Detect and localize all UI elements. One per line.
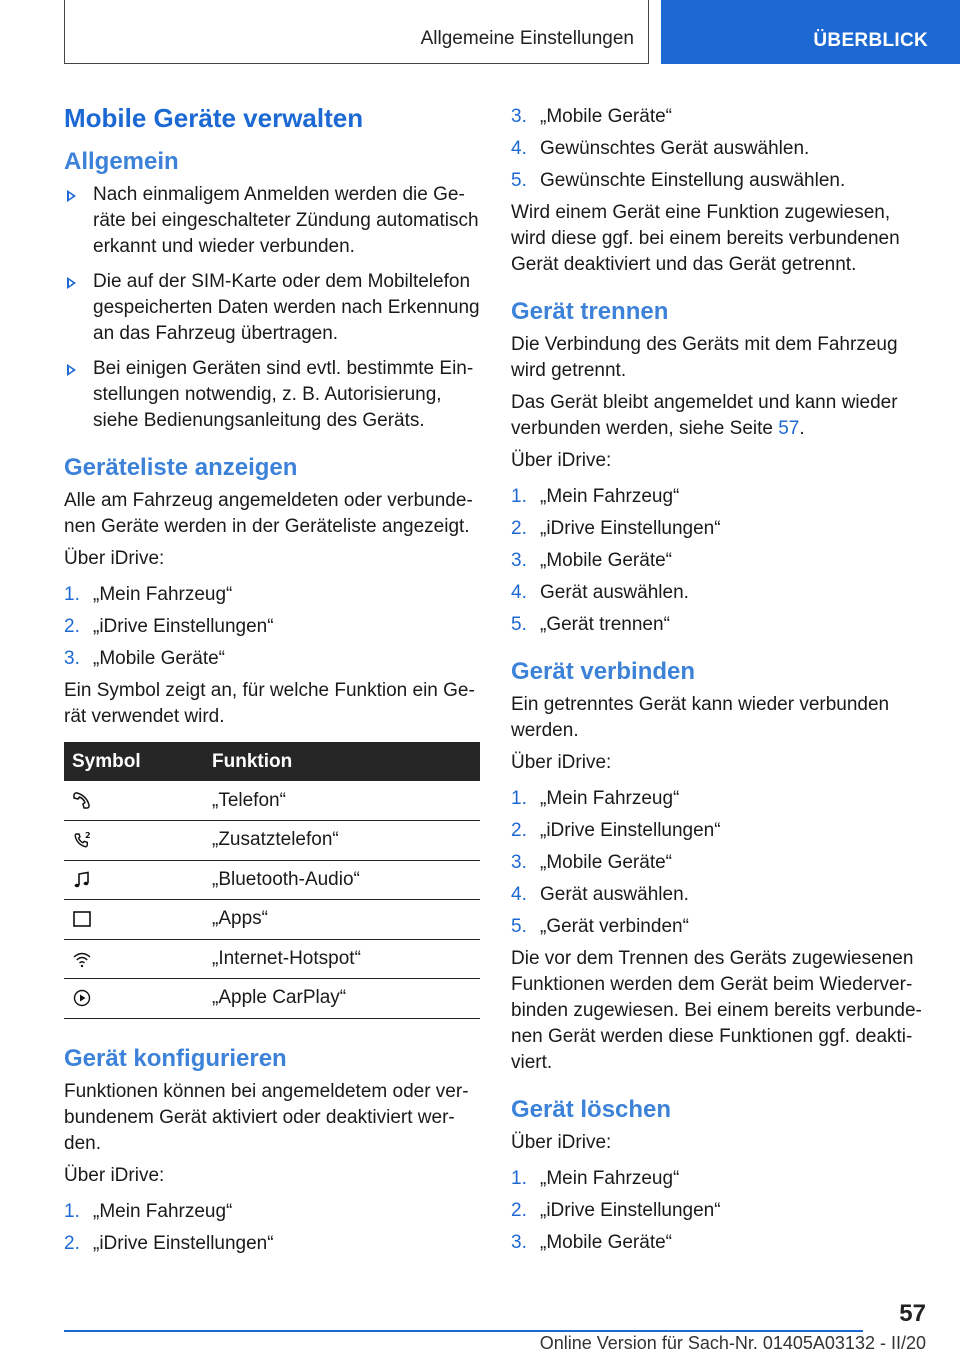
heading-verbinden: Gerät verbinden <box>511 658 696 685</box>
footer-version-text: Online Version für Sach-Nr. 01405A03132 - II/20 <box>539 1333 926 1353</box>
trennen-p1: Die Verbindung des Geräts mit dem Fahrzeug wird getrennt. <box>511 334 898 381</box>
step-item: 3. „Mobile Geräte“ <box>511 106 672 127</box>
table-row: „Telefon“ <box>64 781 480 821</box>
trennen-steps <box>511 484 926 638</box>
heading-konfigurieren: Gerät konfigurieren <box>64 1044 287 1072</box>
step-item: 3. „Mobile Geräte“ <box>511 1232 672 1253</box>
bullet-item: Bei einigen Geräten sind evtl. bestimmte Einstellungen notwendig, z. B. Autorisierung, siehe Bedienungsanleitung des Geräts. <box>64 356 480 434</box>
bullet-item: Die auf der SIM-Karte oder dem Mobiltelefon gespeicherten Daten werden nach Erkennung an das Fahrzeug übertragen. <box>64 269 480 347</box>
konfig-via: Über iDrive: <box>64 1164 165 1186</box>
trennen-p2: Das Gerät bleibt angemeldet und kann wieder verbunden werden, siehe Seite 57. <box>511 392 898 439</box>
carplay-icon <box>72 988 92 1008</box>
page-ref-link[interactable]: 57 <box>778 418 800 439</box>
konfig-steps-left <box>64 1199 480 1257</box>
step-item: 3. „Mobile Geräte“ <box>511 550 672 571</box>
wifi-icon <box>72 949 92 969</box>
phone-icon <box>72 790 92 810</box>
konfig-steps-right <box>511 104 926 194</box>
header-section-title: Allgemeine Einstellungen <box>420 28 634 49</box>
step-item: 1. „Mein Fahrzeug“ <box>511 788 680 809</box>
footer-divider <box>64 1330 863 1332</box>
verbinden-steps <box>511 786 926 940</box>
allgemein-bullet-list <box>64 182 480 434</box>
page-number: 57 <box>899 1300 926 1327</box>
step-item: 2. „iDrive Einstellungen“ <box>64 1232 274 1254</box>
triangle-bullet-icon <box>67 277 76 289</box>
heading-loeschen: Gerät löschen <box>511 1096 672 1123</box>
verbinden-after: Die vor dem Trennen des Geräts zugewiesenen Funktionen werden dem Gerät beim Wiederverbinden zugewiesen. Bei einem bereits verbundenen Gerät werden diese Funktionen ggf. deaktiviert. <box>511 948 922 1073</box>
step-item: 3. „Mobile Geräte“ <box>511 852 672 873</box>
bullet-item: Nach einmaligem Anmelden werden die Geräte bei eingeschalteter Zündung automatisch erkannt und wieder verbunden. <box>64 182 480 260</box>
heading-trennen: Gerät trennen <box>511 298 669 325</box>
step-item: 2. „iDrive Einstellungen“ <box>511 820 721 841</box>
header-chapter-tab[interactable] <box>661 0 960 64</box>
verbinden-p1: Ein getrenntes Gerät kann wieder verbunden werden. <box>511 694 890 741</box>
table-row: „Internet-Hotspot“ <box>64 939 480 979</box>
apps-square-icon <box>72 909 92 929</box>
konfig-after: Wird einem Gerät eine Funktion zugewiesen, wird diese ggf. bei einem bereits verbundenen Gerät deaktiviert und das Gerät getrennt. <box>511 202 900 275</box>
step-item: 3. „Mobile Geräte“ <box>64 648 225 669</box>
step-item: 4. Gerät auswählen. <box>511 582 689 603</box>
step-item: 1. „Mein Fahrzeug“ <box>511 1168 680 1189</box>
step-item: 2. „iDrive Einstellungen“ <box>511 518 721 539</box>
step-item: 5. „Gerät verbinden“ <box>511 916 689 937</box>
music-note-icon <box>72 870 92 890</box>
col-symbol-header: Symbol <box>64 742 212 781</box>
loeschen-via: Über iDrive: <box>511 1132 612 1153</box>
header-section-box <box>64 0 649 64</box>
step-item: 5. „Gerät trennen“ <box>511 614 670 635</box>
step-item: 5. Gewünschte Einstellung auswählen. <box>511 170 846 191</box>
heading-allgemein: Allgemein <box>64 148 179 175</box>
table-header-row <box>64 742 480 781</box>
step-item: 2. „iDrive Einstellungen“ <box>511 1200 721 1221</box>
step-item: 1. „Mein Fahrzeug“ <box>64 584 233 605</box>
geraeteliste-steps <box>64 582 480 672</box>
left-column <box>64 96 480 1263</box>
svg-text:2: 2 <box>85 831 91 841</box>
step-item: 1. „Mein Fahrzeug“ <box>64 1200 233 1222</box>
geraeteliste-after: Ein Symbol zeigt an, für welche Funktion ein Gerät verwendet wird. <box>64 680 475 727</box>
step-item: 4. Gewünschtes Gerät auswählen. <box>511 138 810 159</box>
triangle-bullet-icon <box>67 190 76 202</box>
loeschen-steps <box>511 1166 926 1256</box>
page-title: Mobile Geräte verwalten <box>64 103 364 133</box>
header-chapter-title: ÜBERBLICK <box>813 30 928 51</box>
step-item: 2. „iDrive Einstellungen“ <box>64 616 274 637</box>
table-row: „Bluetooth-Audio“ <box>64 860 480 900</box>
table-row: „Apps“ <box>64 900 480 940</box>
geraeteliste-intro: Alle am Fahrzeug angemeldeten oder verbundenen Geräte werden in der Geräteliste angezeigt. <box>64 490 473 537</box>
trennen-via: Über iDrive: <box>511 450 612 471</box>
symbol-table <box>64 742 480 1019</box>
step-item: 1. „Mein Fahrzeug“ <box>511 486 680 507</box>
heading-geraeteliste: Geräteliste anzeigen <box>64 454 298 481</box>
geraeteliste-via: Über iDrive: <box>64 548 165 569</box>
step-item: 4. Gerät auswählen. <box>511 884 689 905</box>
table-row: 2 „Zusatztelefon“ <box>64 821 480 861</box>
verbinden-via: Über iDrive: <box>511 752 612 773</box>
right-column <box>511 104 926 1262</box>
table-row: „Apple CarPlay“ <box>64 979 480 1019</box>
phone-2-icon <box>72 830 92 850</box>
triangle-bullet-icon <box>67 364 76 376</box>
col-function-header: Funktion <box>212 742 480 781</box>
konfig-intro: Funktionen können bei angemeldetem oder verbundenem Gerät aktiviert oder deaktiviert werden. <box>64 1080 469 1154</box>
